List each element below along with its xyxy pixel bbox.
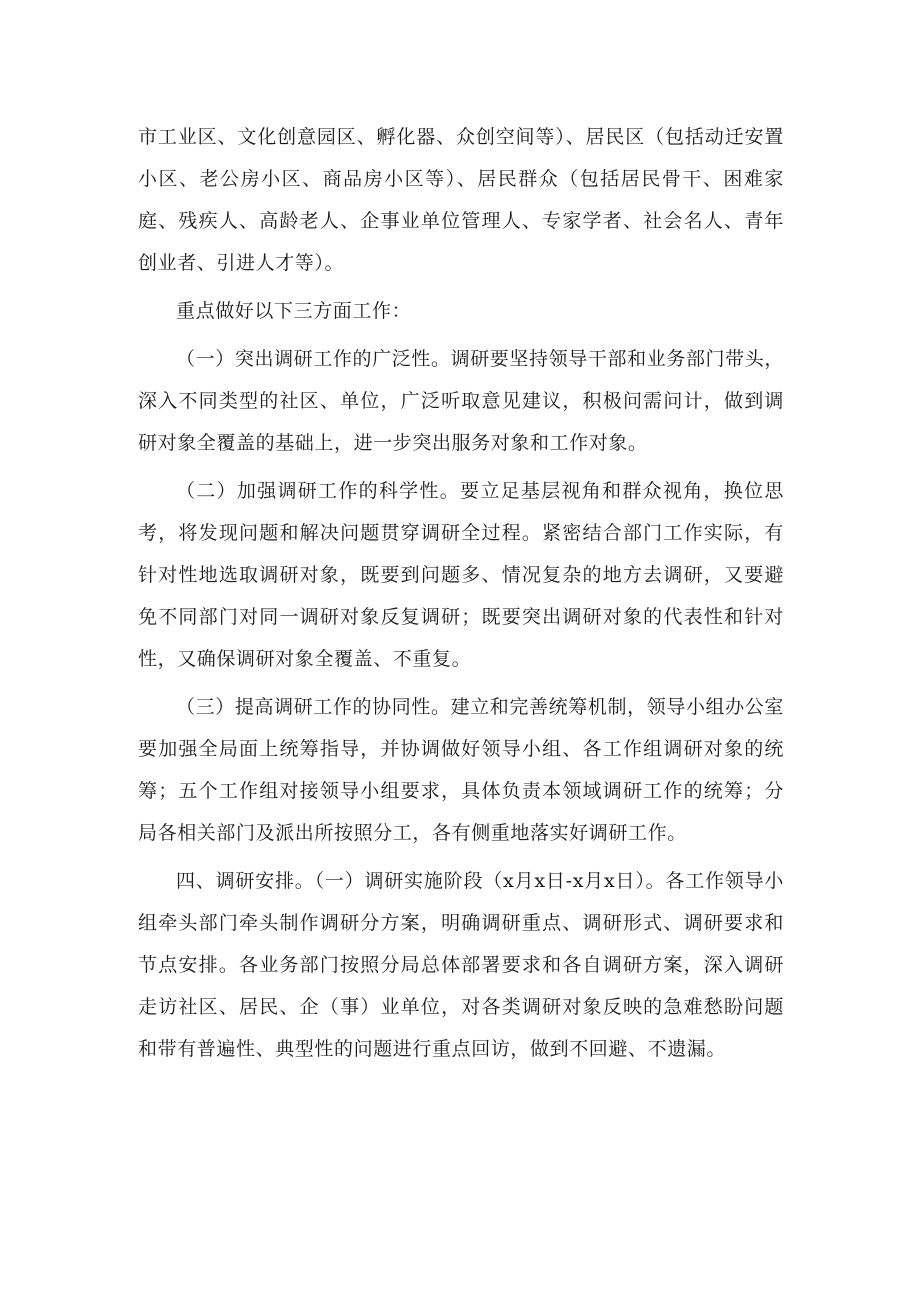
- paragraph-continuation: 市工业区、文化创意园区、孵化器、众创空间等）、居民区（包括动迁安置小区、老公房小区、商品房小区等）、居民群众（包括居民骨干、困难家庭、残疾人、高龄老人、企事业单位管理人、专家学者、社会名人、青年创业者、引进人才等）。: [138, 126, 784, 274]
- paragraph-item-2: （二）加强调研工作的科学性。要立足基层视角和群众视角，换位思考，将发现问题和解决问题贯穿调研全过程。紧密结合部门工作实际，有针对性地选取调研对象，既要到问题多、情况复杂的地方去调研，又要避免不同部门对同一调研对象反复调研；既要突出调研对象的代表性和针对性，又确保调研对象全覆盖、不重复。: [138, 480, 784, 670]
- paragraph-key-work-intro: 重点做好以下三方面工作：: [176, 300, 412, 322]
- paragraph-section-4: 四、调研安排。（一）调研实施阶段（x月x日-x月x日）。各工作领导小组牵头部门牵头制作调研分方案，明确调研重点、调研形式、调研要求和节点安排。各业务部门按照分局总体部署要求和各自调研方案，深入调研走访社区、居民、企（事）业单位，对各类调研对象反映的急难愁盼问题和带有普遍性、典型性的问题进行重点回访，做到不回避、不遗漏。: [138, 870, 784, 1060]
- document-body: [138, 116, 784, 1076]
- paragraph-item-3: （三）提高调研工作的协同性。建立和完善统筹机制，领导小组办公室要加强全局面上统筹指导，并协调做好领导小组、各工作组调研对象的统筹；五个工作组对接领导小组要求，具体负责本领域调研工作的统筹；分局各相关部门及派出所按照分工，各有侧重地落实好调研工作。: [138, 696, 784, 844]
- paragraph-item-1: （一）突出调研工作的广泛性。调研要坚持领导干部和业务部门带头，深入不同类型的社区、单位，广泛听取意见建议，积极问需问计，做到调研对象全覆盖的基础上，进一步突出服务对象和工作对象。: [138, 348, 784, 454]
